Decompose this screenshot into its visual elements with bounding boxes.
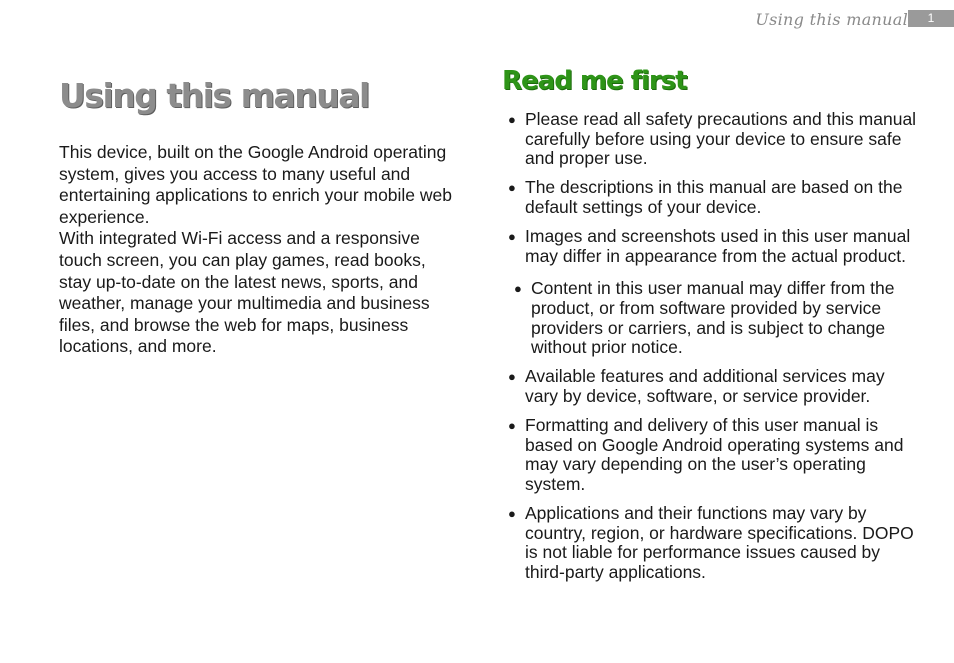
intro-paragraph: This device, built on the Google Android operating system, gives you access to many useful and entertaining applications to enrich your mobile web experience. [59, 142, 453, 227]
bullet-icon: ● [508, 418, 516, 434]
read-me-list [508, 110, 918, 592]
list-item [508, 178, 918, 217]
list-item [514, 279, 918, 357]
list-item-text: Content in this user manual may differ from the product, or from software provided by service providers or carriers, and is subject to change without prior notice. [531, 278, 895, 358]
section-title-using-manual: Using this manual [59, 76, 369, 115]
bullet-icon: ● [508, 369, 516, 385]
list-item-text: Available features and additional services may vary by device, software, or service provider. [525, 366, 885, 406]
bullet-icon: ● [508, 506, 516, 522]
list-item-text: The descriptions in this manual are based on the default settings of your device. [525, 177, 903, 217]
page-number: 1 [908, 10, 954, 27]
list-item-text: Please read all safety precautions and this manual carefully before using your device to ensure safe and proper use. [525, 109, 917, 169]
section-title-read-me-first: Read me first [502, 66, 687, 96]
bullet-icon: ● [508, 180, 516, 196]
list-item [508, 367, 918, 406]
list-item-text: Formatting and delivery of this user manual is based on Google Android operating systems and may vary depending on the user’s operating system. [525, 415, 904, 494]
list-item [508, 416, 918, 494]
bullet-icon: ● [508, 112, 516, 127]
list-item [508, 504, 918, 582]
bullet-icon: ● [508, 229, 516, 245]
intro-paragraph: With integrated Wi-Fi access and a responsive touch screen, you can play games, read books, stay up-to-date on the latest news, sports, and weather, manage your multimedia and business files, and browse the web for maps, business locations, and more. [59, 228, 430, 357]
intro-text [59, 142, 459, 358]
list-item-text: Images and screenshots used in this user manual may differ in appearance from the actual product. [525, 226, 911, 266]
bullet-icon: ● [514, 281, 522, 297]
list-item-text: Applications and their functions may vary by country, region, or hardware specifications. DOPO is not liable for performance issues caused by third-party applications. [525, 503, 914, 582]
list-item [508, 227, 918, 266]
list-item [508, 110, 918, 169]
running-header: Using this manual [755, 10, 908, 29]
